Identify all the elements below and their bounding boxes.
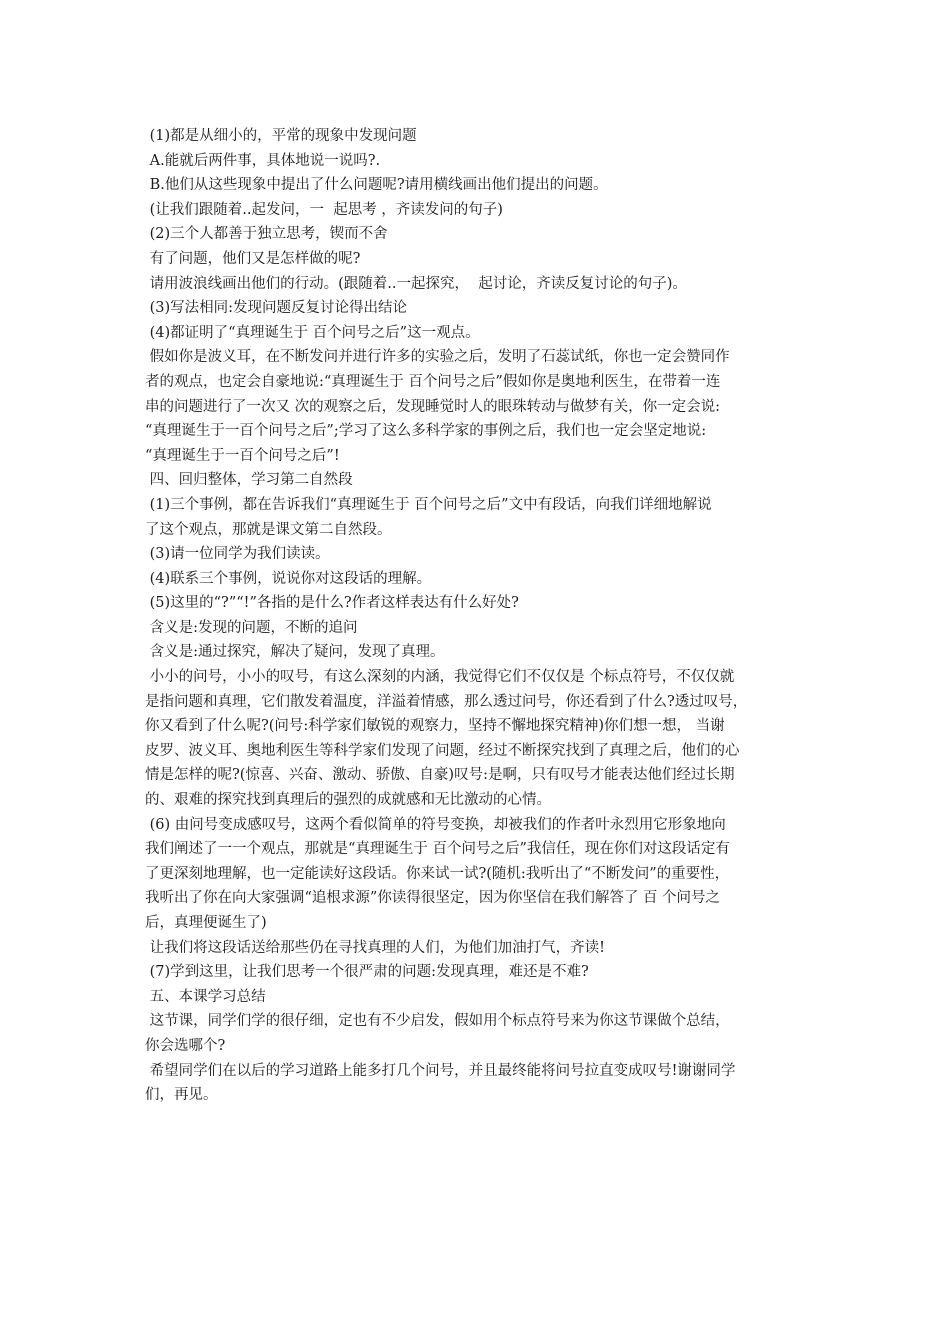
text-line: (7)学到这里，让我们思考一个很严肃的问题:发现真理，难还是不难?	[145, 964, 589, 981]
text-line: 希望同学们在以后的学习道路上能多打几个问号，并且最终能将问号拉直变成叹号!谢谢同学	[145, 1062, 736, 1079]
text-line: 你会选哪个?	[145, 1037, 226, 1054]
text-line: 四、回归整体，学习第二自然段	[145, 472, 353, 489]
text-line: 让我们将这段话送给那些仍在寻找真理的人们，为他们加油打气，齐读!	[145, 939, 605, 956]
text-line: (1)都是从细小的，平常的现象中发现问题	[145, 128, 417, 144]
text-line: 你又看到了什么呢?(问号:科学家们敏锐的观察力，坚持不懈地探究精神)你们想一想， 当谢	[145, 718, 725, 735]
text-line: 我们阐述了一一个观点，那就是“真理诞生于 百个问号之后”我信任，现在你们对这段话定有	[145, 841, 730, 858]
text-line: 五、本课学习总结	[145, 988, 266, 1005]
text-line: 了这个观点，那就是课文第二自然段。	[145, 521, 392, 538]
text-line: (让我们跟随着..起发问，一 起思考 ，齐读发问的句子)	[145, 201, 503, 218]
text-line: (4)都证明了“真理诞生于 百个问号之后”这一观点。	[145, 324, 480, 341]
text-line: “真理诞生于一百个问号之后”;学习了这么多科学家的事例之后，我们也一定会坚定地说:	[145, 423, 707, 440]
text-line: 者的观点，也定会自豪地说:“真理诞生于 百个问号之后”假如你是奥地利医生，在带着一连	[145, 373, 721, 390]
text-line: (2)三个人都善于独立思考，锲而不舍	[145, 226, 388, 243]
text-line: 小小的问号，小小的叹号，有这么深刻的内涵，我觉得它们不仅仅是 个标点符号，不仅仅就	[145, 669, 735, 686]
text-line: 串的问题进行了一次又 次的观察之后，发现睡觉时人的眼珠转动与做梦有关，你一定会说:	[145, 398, 720, 415]
text-line: 的、艰难的探究找到真理后的强烈的成就感和无比激动的心情。	[145, 792, 551, 809]
text-line: 们，再见。	[145, 1087, 218, 1104]
text-line: (3)请一位同学为我们读读。	[145, 546, 330, 563]
text-line: (4)联系三个事例，说说你对这段话的理解。	[145, 570, 432, 587]
text-line: (1)三个事例，都在告诉我们“真理诞生于 百个问号之后”文中有段话，向我们详细地解说	[145, 496, 712, 513]
text-line: 我听出了你在向大家强调“追根求源”你读得很坚定，因为你坚信在我们解答了 百 个问号之	[145, 890, 721, 907]
text-line: (6) 由问号变成感叹号，这两个看似简单的符号变换，却被我们的作者叶永烈用它形象地向	[145, 816, 726, 833]
text-line: 有了问题，他们又是怎样做的呢?	[145, 250, 361, 267]
text-line: A.能就后两件事，具体地说一说吗?.	[145, 152, 381, 169]
text-line: 这节课，同学们学的很仔细，定也有不少启发，假如用个标点符号来为你这节课做个总结，	[145, 1013, 730, 1030]
text-line: “真理诞生于一百个问号之后”!	[145, 447, 340, 464]
text-line: 情是怎样的呢?(惊喜、兴奋、激动、骄傲、自豪)叹号:是啊，只有叹号才能表达他们经过长期	[145, 767, 735, 784]
text-line: (3)写法相同:发现问题反复讨论得出结论	[145, 300, 408, 317]
text-line: 含义是:发现的问题，不断的追问	[145, 619, 358, 636]
text-line: (5)这里的“?”“!”各指的是什么?作者这样表达有什么好处?	[145, 595, 519, 612]
document-body	[145, 124, 820, 1108]
text-line: 了更深刻地理解，也一定能读好这段话。你来试一试?(随机:我听出了“不断发问”的重要性，	[145, 865, 730, 882]
text-line: 后，真理便诞生了)	[145, 915, 267, 931]
text-line: B.他们从这些现象中提出了什么问题呢?请用横线画出他们提出的问题。	[145, 177, 608, 194]
text-line: 含义是:通过探究，解决了疑问，发现了真理。	[145, 644, 445, 661]
text-line: 假如你是波义耳，在不断发问并进行许多的实验之后，发明了石蕊试纸，你也一定会赞同作	[145, 349, 730, 366]
text-line: 皮罗、波义耳、奥地利医生等科学家们发现了问题，经过不断探究找到了真理之后，他们的心	[145, 742, 740, 759]
text-line: 请用波浪线画出他们的行动。(跟随着..一起探究， 起讨论，齐读反复讨论的句子)。	[145, 275, 687, 292]
text-line: 是指问题和真理，它们散发着温度，洋溢着情感，那么透过问号，你还看到了什么?透过叹号，	[145, 693, 748, 710]
